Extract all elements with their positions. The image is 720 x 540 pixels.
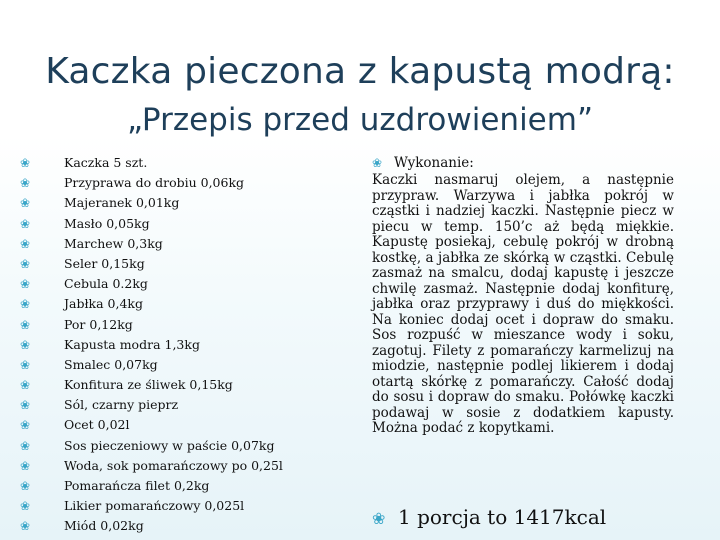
flower-bullet-icon: ❀ (20, 156, 31, 170)
ingredient-text: Pomarańcza filet 0,2kg (64, 478, 210, 493)
flower-bullet-icon: ❀ (20, 256, 31, 271)
flower-bullet-icon: ❀ (20, 438, 31, 453)
ingredient-item (20, 173, 340, 193)
ingredient-text: Seler 0,15kg (64, 255, 145, 271)
slide-subtitle: „Przepis przed uzdrowieniem” (126, 102, 594, 138)
flower-bullet-icon: ❀ (20, 357, 31, 372)
ingredient-item (20, 153, 340, 173)
ingredient-item (20, 274, 340, 294)
ingredient-item (20, 395, 340, 415)
ingredient-text: Marchew 0,3kg (64, 235, 163, 251)
ingredient-text: Konfitura ze śliwek 0,15kg (64, 377, 233, 393)
flower-bullet-icon: ❀ (20, 297, 31, 312)
ingredient-text: Kaczka 5 szt. (64, 155, 148, 170)
flower-bullet-icon: ❀ (20, 418, 31, 433)
flower-bullet-icon: ❀ (20, 337, 31, 352)
flower-bullet-icon: ❀ (20, 236, 31, 251)
ingredient-item (20, 516, 340, 536)
ingredients-list (20, 153, 340, 537)
ingredient-text: Likier pomarańczowy 0,025l (64, 498, 245, 514)
ingredient-item (20, 355, 340, 375)
ingredient-item (20, 193, 340, 213)
flower-bullet-icon: ❀ (372, 509, 386, 528)
method-text: Kaczki nasmaruj olejem, a następnie przypraw. Warzywa i jabłka pokrój w cząstki i nadziej kaczki. Następnie piecz w piecu w temp. 150’c aż będą miękkie. Kapustę posiekaj, cebulę pokrój w drobną kostkę, a jabłka ze skórką w cząstki. Cebulę zasmaż na smalcu, dodaj kapustę i jeszcze chwilę zasmaż. Następnie dodaj konfiturę, jabłka oraz przyprawy i duś do miękkości. Na koniec dodaj ocet i dopraw do smaku. Sos rozpuść w mieszance wody i soku, zagotuj. Filety z pomarańczy karmelizuj na miodzie, następnie podlej likierem i dodaj otartą skórkę z pomarańczy. Całość dodaj do sosu i dopraw do smaku. Połówkę kaczki podawaj w sosie z dodatkiem kapusty. Można podać z kopytkami. (372, 172, 674, 436)
ingredient-text: Majeranek 0,01kg (64, 195, 180, 211)
ingredient-item (20, 315, 340, 335)
flower-bullet-icon: ❀ (20, 196, 31, 211)
portion-text: 1 porcja to 1417kcal (398, 505, 607, 529)
slide-title: Kaczka pieczona z kapustą modrą: (45, 51, 675, 92)
ingredient-item (20, 496, 340, 516)
ingredient-text: Kapusta modra 1,3kg (64, 336, 200, 352)
ingredient-item (20, 214, 340, 234)
flower-bullet-icon: ❀ (372, 156, 383, 170)
ingredient-item (20, 234, 340, 254)
ingredient-text: Ocet 0,02l (64, 417, 130, 433)
ingredient-text: Woda, sok pomarańczowy po 0,25l (64, 457, 283, 473)
ingredient-text: Sos pieczeniowy w paście 0,07kg (64, 437, 275, 453)
flower-bullet-icon: ❀ (20, 519, 31, 534)
ingredient-text: Sól, czarny pieprz (64, 397, 179, 413)
ingredient-text: Cebula 0.2kg (64, 276, 148, 292)
method-heading: Wykonanie: (394, 155, 474, 171)
ingredient-item (20, 335, 340, 355)
ingredient-text: Smalec 0,07kg (64, 356, 158, 372)
ingredient-item (20, 254, 340, 274)
ingredient-text: Miód 0,02kg (64, 518, 144, 534)
flower-bullet-icon: ❀ (20, 378, 31, 393)
ingredient-item (20, 294, 340, 314)
ingredient-text: Masło 0,05kg (64, 215, 150, 231)
ingredient-item (20, 436, 340, 456)
ingredient-text: Por 0,12kg (64, 316, 133, 332)
portion-calories (372, 504, 692, 532)
flower-bullet-icon: ❀ (20, 479, 31, 493)
ingredient-item (20, 415, 340, 435)
ingredient-item (20, 456, 340, 476)
flower-bullet-icon: ❀ (20, 277, 31, 292)
flower-bullet-icon: ❀ (20, 176, 31, 191)
ingredient-item (20, 476, 340, 496)
flower-bullet-icon: ❀ (20, 317, 31, 332)
ingredient-text: Przyprawa do drobiu 0,06kg (64, 175, 245, 191)
method-section (372, 153, 674, 437)
flower-bullet-icon: ❀ (20, 458, 31, 473)
ingredient-item (20, 375, 340, 395)
flower-bullet-icon: ❀ (20, 499, 31, 514)
ingredient-text: Jabłka 0,4kg (64, 296, 143, 312)
method-heading-row (372, 153, 674, 173)
flower-bullet-icon: ❀ (20, 216, 31, 231)
flower-bullet-icon: ❀ (20, 398, 31, 413)
